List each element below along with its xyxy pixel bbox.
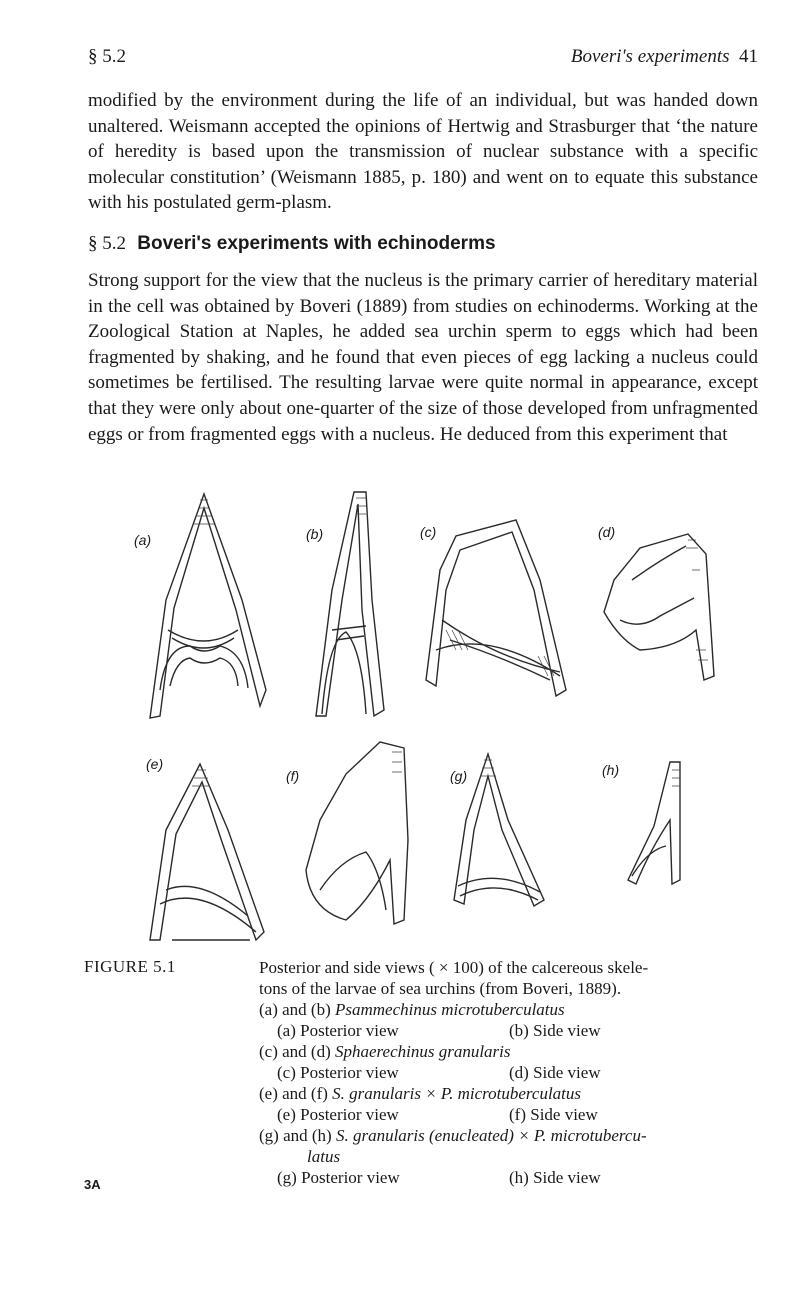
panel-label-e: (e) [146,756,164,772]
caption-group-gh-cont [259,1146,764,1167]
caption-line-2: tons of the larvae of sea urchins (from Boveri, 1889). [259,979,622,998]
caption-species-ef: S. granularis × P. microtuberculatus [332,1084,582,1103]
caption-view-d: (d) Side view [509,1063,601,1082]
section-heading [88,233,496,255]
skeleton-drawing-g [454,754,544,906]
folio-mark: 3A [84,1177,101,1192]
panel-label-d: (d) [598,524,616,540]
caption-pair-gh: (g) and (h) [259,1126,332,1145]
caption-views-cd [259,1062,764,1083]
panel-label-a: (a) [134,532,152,548]
caption-species-cd: Sphaerechinus granularis [335,1042,511,1061]
section-title: Boveri's experiments with echinoderms [137,233,496,254]
skeleton-drawing-h [628,762,680,884]
caption-species-gh-1: S. granularis (enucleated) × P. microtubercu- [335,1126,647,1145]
page-number: 41 [739,46,758,67]
skeleton-drawing-b [316,492,384,716]
caption-group-gh [259,1125,764,1146]
panel-label-f: (f) [286,768,300,784]
panel-label-h: (h) [602,762,620,778]
caption-pair-ef: (e) and (f) [259,1084,328,1103]
caption-body [259,957,764,1188]
skeleton-drawing-c [426,520,566,696]
running-head [88,46,758,74]
caption-pair-ab: (a) and (b) [259,1000,331,1019]
larval-skeleton-drawings [120,480,730,950]
caption-view-c: (c) Posterior view [277,1063,399,1082]
caption-label: FIGURE 5.1 [84,957,176,976]
caption-group-ef [259,1083,764,1104]
section-number: § 5.2 [88,233,126,254]
panel-label-g: (g) [450,768,468,784]
caption-group-ab [259,999,764,1020]
running-head-title: Boveri's experiments [570,46,730,67]
figure-5-1 [120,480,730,950]
caption-views-ef [259,1104,764,1125]
caption-group-cd [259,1041,764,1062]
caption-views-ab [259,1020,764,1041]
caption-view-f: (f) Side view [509,1105,598,1124]
panel-label-c: (c) [420,524,437,540]
caption-view-g: (g) Posterior view [277,1168,400,1187]
running-head-title-page [571,46,758,68]
skeleton-drawing-a [150,494,266,718]
panel-label-b: (b) [306,526,324,542]
skeleton-drawing-f [306,742,408,924]
paragraph-1: modified by the environment during the life of an individual, but was handed down unaltered. Weismann accepted the opinions of Hertwig and Strasburger that ‘the nature of heredity is based upon the transmission of nuclear substance with a specific molecular constitution’ (Weismann 1885, p. 180) and went on to equate this substance with his postulated germ-plasm. [88,90,758,214]
paragraph-2: Strong support for the view that the nucleus is the primary carrier of hereditary material in the cell was obtained by Boveri (1889) from studies on echinoderms. Working at the Zoological Station at Naples, he added sea urchin sperm to eggs which had been fragmented by shaking, and he found that even pieces of egg lacking a nucleus could sometimes be fertilised. The resulting larvae were quite normal in appearance, except that they were only about one-quarter of the size of those developed from unfragmented eggs or from fragmented eggs with a nucleus. He deduced from this experiment that [88,270,758,445]
caption-view-h: (h) Side view [509,1168,601,1187]
skeleton-drawing-d [604,534,714,680]
caption-view-b: (b) Side view [509,1021,601,1040]
running-head-section: § 5.2 [88,46,126,67]
caption-pair-cd: (c) and (d) [259,1042,331,1061]
caption-view-e: (e) Posterior view [277,1105,399,1124]
caption-species-ab: Psammechinus microtuberculatus [335,1000,565,1019]
skeleton-drawing-e [150,764,264,940]
caption-line-1: Posterior and side views ( × 100) of the calcereous skele- [259,958,649,977]
caption-species-gh-2: latus [307,1147,341,1166]
caption-view-a: (a) Posterior view [277,1021,399,1040]
caption-views-gh [259,1167,764,1188]
